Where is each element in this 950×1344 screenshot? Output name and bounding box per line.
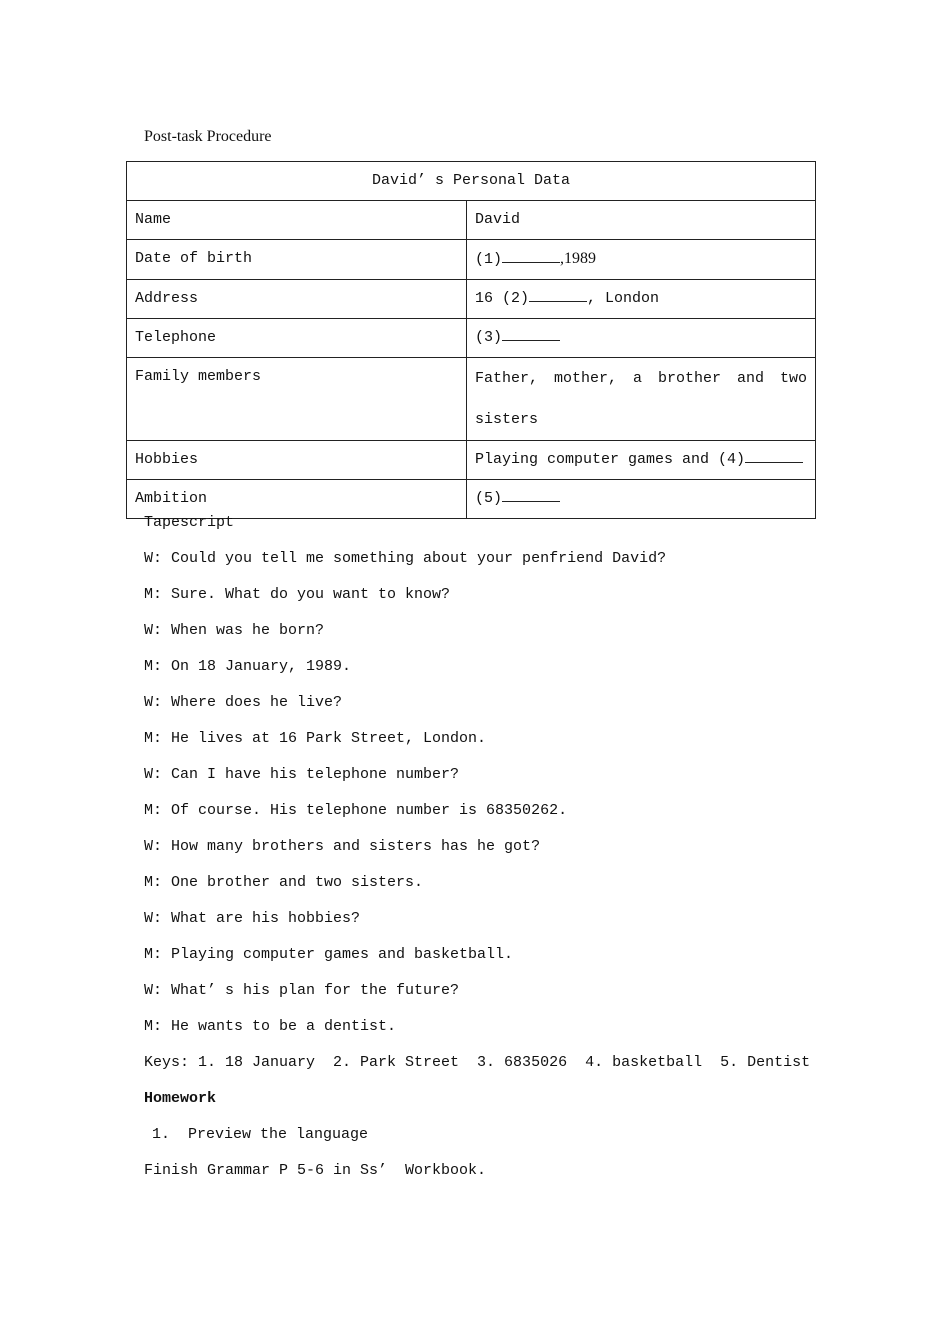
dialogue-line: M: One brother and two sisters. xyxy=(144,874,424,891)
dialogue-line: M: He wants to be a dentist. xyxy=(144,1018,397,1035)
section-heading: Post-task Procedure xyxy=(144,128,272,145)
row-value xyxy=(467,441,816,480)
table-row-name xyxy=(127,201,816,240)
blank-number: (1) xyxy=(475,251,503,268)
table-row-family-members xyxy=(127,358,816,441)
row-value xyxy=(467,240,816,280)
homework-item-2: Finish Grammar P 5-6 in Ss’ Workbook. xyxy=(144,1162,487,1179)
row-label: Family members xyxy=(127,358,467,441)
blank-number: (3) xyxy=(475,329,503,346)
dialogue-line: M: On 18 January, 1989. xyxy=(144,658,352,675)
dialogue-line: M: Playing computer games and basketball. xyxy=(144,946,514,963)
row-label: Telephone xyxy=(127,319,467,358)
answer-keys: Keys: 1. 18 January 2. Park Street 3. 6835026 4. basketball 5. Dentist xyxy=(144,1054,811,1071)
personal-data-table xyxy=(126,161,816,519)
dialogue-line: M: Of course. His telephone number is 68350262. xyxy=(144,802,568,819)
dialogue-line: M: He lives at 16 Park Street, London. xyxy=(144,730,487,747)
row-value xyxy=(467,480,816,519)
dialogue-line: W: What are his hobbies? xyxy=(144,910,361,927)
table-row-telephone xyxy=(127,319,816,358)
fill-in-blank xyxy=(502,487,560,502)
homework-item-1: 1. Preview the language xyxy=(152,1126,369,1143)
blank-number: (5) xyxy=(475,490,503,507)
row-label: Date of birth xyxy=(127,240,467,280)
dialogue-line: W: Where does he live? xyxy=(144,694,343,711)
fill-in-blank xyxy=(502,326,560,341)
row-label: Address xyxy=(127,280,467,319)
dialogue-line: M: Sure. What do you want to know? xyxy=(144,586,451,603)
tapescript-section xyxy=(144,514,824,1198)
dialogue-line: W: What’ s his plan for the future? xyxy=(144,982,460,999)
table-title: David’ s Personal Data xyxy=(127,162,816,201)
row-value xyxy=(467,319,816,358)
homework-heading: Homework xyxy=(144,1090,217,1107)
row-label: Name xyxy=(127,201,467,240)
value-suffix: ,1989 xyxy=(560,250,597,267)
dialogue-line: W: When was he born? xyxy=(144,622,325,639)
row-value: David xyxy=(467,201,816,240)
row-value xyxy=(467,280,816,319)
table-row-address xyxy=(127,280,816,319)
table-row-date-of-birth xyxy=(127,240,816,280)
dialogue-line: W: How many brothers and sisters has he got? xyxy=(144,838,541,855)
row-label: Ambition xyxy=(127,480,467,519)
row-label: Hobbies xyxy=(127,441,467,480)
value-suffix: , London xyxy=(587,290,660,307)
fill-in-blank xyxy=(745,448,803,463)
fill-in-blank xyxy=(502,248,560,263)
table-row-ambition xyxy=(127,480,816,519)
row-value: Father, mother, a brother and two sisters xyxy=(467,358,816,441)
fill-in-blank xyxy=(529,287,587,302)
table-title-row xyxy=(127,162,816,201)
table-row-hobbies xyxy=(127,441,816,480)
tapescript-heading: Tapescript xyxy=(144,514,235,531)
blank-number: Playing computer games and (4) xyxy=(475,451,746,468)
dialogue-line: W: Can I have his telephone number? xyxy=(144,766,460,783)
dialogue-line: W: Could you tell me something about your penfriend David? xyxy=(144,550,667,567)
blank-number: 16 (2) xyxy=(475,290,530,307)
